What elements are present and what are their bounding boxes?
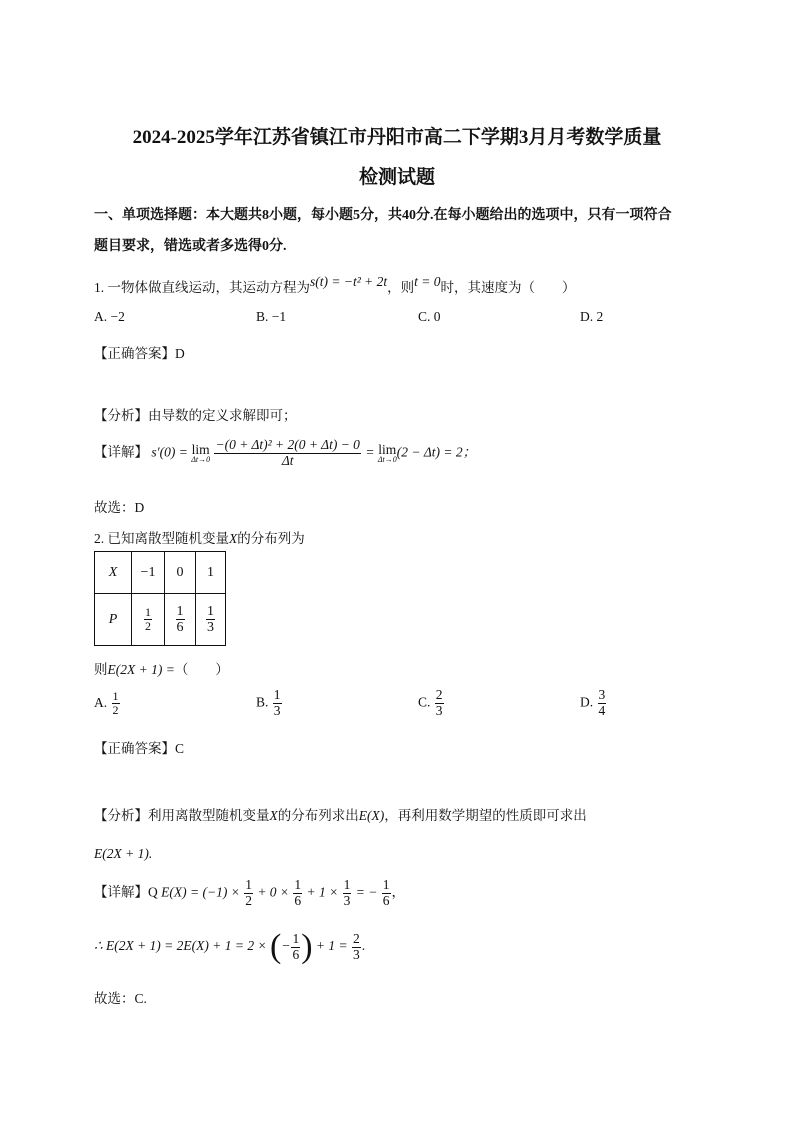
- option-label: A.: [94, 694, 108, 710]
- q2-question-expr: E(2X + 1) =: [107, 662, 175, 677]
- q2-detail-q: Q: [148, 884, 158, 900]
- fraction-numerator: 1: [294, 877, 302, 892]
- q1-answer: 【正确答案】D: [94, 346, 185, 361]
- option-label: B.: [256, 694, 269, 710]
- q2-detail-label: 【详解】: [94, 884, 148, 900]
- fraction-denominator: 3: [207, 620, 214, 635]
- fraction-denominator: 6: [382, 892, 390, 908]
- limit-subscript: Δt→0: [377, 455, 397, 465]
- q2-option-c: [418, 688, 445, 719]
- fraction-denominator: 6: [176, 620, 184, 635]
- q1-prefix: 1. 一物体做直线运动，其运动方程为: [94, 280, 310, 295]
- table-cell: −1: [132, 552, 165, 594]
- table-cell: 1: [196, 552, 226, 594]
- q2-analysis-ex: E(X): [358, 808, 385, 823]
- fraction-numerator: 2: [353, 930, 360, 946]
- table-cell: [196, 594, 226, 646]
- q2-detail-expr-b: + 0 ×: [257, 884, 290, 900]
- q1-middle: ，则: [387, 280, 415, 295]
- q1-difference-quotient: [214, 438, 360, 469]
- q1-option-c: C. 0: [418, 309, 441, 324]
- q1-equation: s(t) = −t² + 2t: [310, 274, 388, 289]
- q2-detail-line2-b: + 1 =: [315, 938, 348, 954]
- q2-analysis-line1: [94, 804, 587, 824]
- option-label: D.: [580, 694, 594, 710]
- q2-detail-expr-a: E(X) = (−1) ×: [161, 884, 240, 900]
- fraction-numerator: 2: [435, 687, 443, 702]
- fraction-numerator: 1: [207, 603, 214, 619]
- fraction-numerator: 1: [176, 603, 184, 619]
- q2-answer: 【正确答案】C: [94, 741, 185, 756]
- table-cell: [132, 594, 165, 646]
- q1-option-b: B. −1: [256, 309, 287, 324]
- q1-suffix: 时，其速度为（ ）: [440, 280, 576, 295]
- document-title-line2: 检测试题: [358, 167, 435, 188]
- q1-detail: [94, 438, 476, 469]
- table-cell: P: [95, 594, 132, 646]
- q1-option-d: D. 2: [580, 309, 604, 324]
- distribution-table: [94, 551, 226, 646]
- table-cell: 0: [165, 552, 196, 594]
- q1-limit: [191, 443, 210, 465]
- fraction-denominator: 3: [435, 702, 443, 718]
- option-label: C.: [418, 694, 431, 710]
- q2-analysis-b: 的分布列求出: [277, 808, 359, 823]
- fraction-denominator: 2: [112, 703, 119, 718]
- fraction-denominator: 3: [353, 946, 360, 962]
- fraction-denominator: 6: [294, 892, 302, 908]
- section-header-line1: 一、单项选择题：本大题共8小题，每小题5分，共40分.在每小题给出的选项中，只有一项符合: [94, 208, 672, 223]
- fraction-denominator: Δt: [281, 452, 294, 468]
- q2-detail-line2-end: .: [361, 938, 366, 954]
- table-cell: X: [95, 552, 132, 594]
- limit-symbol: lim: [378, 441, 397, 457]
- fraction-numerator: 1: [382, 877, 390, 892]
- q2-option-b: [256, 688, 283, 719]
- q1-stem: [94, 276, 576, 296]
- table-cell: [165, 594, 196, 646]
- fraction-numerator: 1: [292, 930, 300, 946]
- q1-option-a: A. −2: [94, 309, 125, 324]
- q2-stem: [94, 527, 305, 547]
- q1-conclusion: 故选：D: [94, 500, 145, 515]
- fraction-numerator: −(0 + Δt)² + 2(0 + Δt) − 0: [215, 437, 360, 452]
- table-row: [95, 594, 226, 646]
- fraction-numerator: 1: [245, 877, 252, 892]
- q1-detail-result: (2 − Δt) = 2；: [396, 444, 477, 460]
- fraction-numerator: 1: [145, 604, 151, 619]
- document-title-line1: 2024-2025学年江苏省镇江市丹阳市高二下学期3月月考数学质量: [132, 127, 662, 148]
- q1-limit-2: [378, 443, 397, 465]
- fraction-denominator: 4: [598, 702, 606, 718]
- q2-var: X: [229, 531, 238, 546]
- q2-detail-expr-c: + 1 ×: [306, 884, 339, 900]
- q1-analysis: 【分析】由导数的定义求解即可；: [94, 408, 297, 423]
- table-row: [95, 552, 226, 594]
- q2-analysis-line2: E(2X + 1).: [94, 846, 153, 861]
- fraction-denominator: 2: [245, 892, 252, 908]
- fraction-denominator: 3: [273, 702, 281, 718]
- fraction-numerator: 1: [273, 687, 281, 702]
- q1-detail-label: 【详解】: [94, 444, 148, 460]
- equals-sign: =: [365, 444, 375, 460]
- q2-detail-line2: ∴ E(2X + 1) = 2E(X) + 1 = 2 × (− $\frac{1}{6}$ ) + 1 = $\frac{2}{3}$ .: [94, 928, 366, 965]
- q2-suffix: 的分布列为: [237, 531, 305, 546]
- q1-condition: t = 0: [414, 274, 441, 289]
- q2-analysis-a: 【分析】利用离散型随机变量: [94, 808, 270, 823]
- q2-question-prefix: 则: [94, 662, 108, 677]
- fraction-denominator: 6: [292, 946, 300, 962]
- section-header-line2: 题目要求，错选或者多选得0分.: [94, 239, 287, 254]
- fraction-numerator: 1: [343, 877, 351, 892]
- q2-option-d: [580, 688, 607, 719]
- q2-detail-line1: 【详解】Q E(X) = (−1) × $\frac{1}{2}$ + 0 × $\frac{1}{6}$ + 1 × $\frac{1}{3}$ = − $\frac{1}{6}$ ，: [94, 877, 406, 908]
- q2-conclusion: 故选：C.: [94, 991, 147, 1006]
- q2-analysis-var: X: [269, 808, 278, 823]
- limit-symbol: lim: [191, 441, 210, 457]
- q2-question-suffix: （ ）: [174, 662, 229, 677]
- fraction-denominator: 3: [343, 892, 351, 908]
- q2-question: [94, 658, 229, 678]
- q2-option-a: [94, 690, 121, 717]
- q1-detail-lhs: s′(0) =: [151, 444, 188, 460]
- q2-detail-expr-d: = −: [355, 884, 378, 900]
- q2-prefix: 2. 已知离散型随机变量: [94, 531, 229, 546]
- q2-analysis-c: ，再利用数学期望的性质即可求出: [384, 808, 587, 823]
- q2-detail-line2-a: ∴ E(2X + 1) = 2E(X) + 1 = 2 ×: [94, 938, 267, 954]
- fraction-denominator: 2: [145, 619, 151, 633]
- fraction-numerator: 1: [112, 689, 119, 703]
- limit-subscript: Δt→0: [191, 455, 211, 465]
- fraction-numerator: 3: [598, 687, 606, 702]
